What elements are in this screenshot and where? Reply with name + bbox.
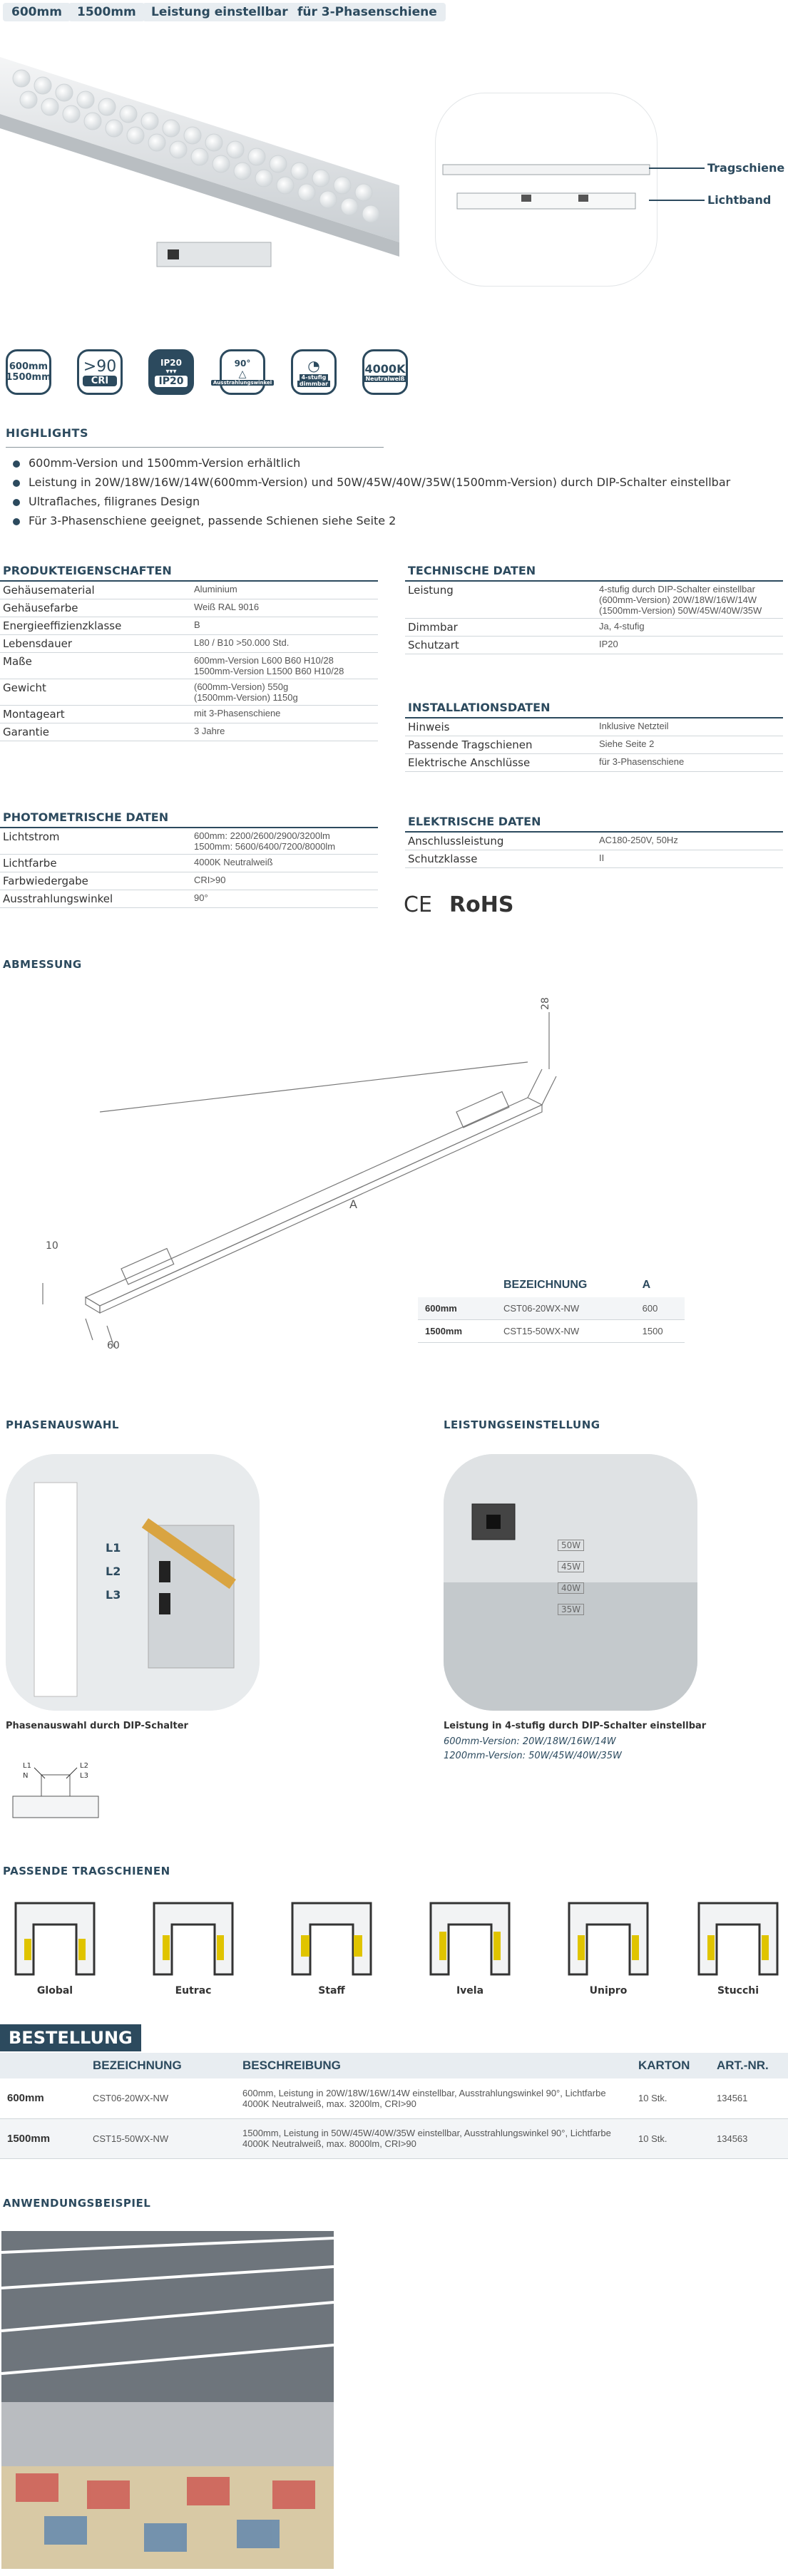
order-desc: 600mm, Leistung in 20W/18W/16W/14W einstellbar, Ausstrahlungswinkel 90°, Lichtfarbe 4000K Neutralweiß, max. 3200lm, CRI>90 (235, 2078, 631, 2118)
order-karton: 10 Stk. (631, 2078, 710, 2118)
order-header-size (0, 2053, 86, 2078)
spec-value: L80 / B10 >50.000 Std. (191, 635, 378, 653)
spec-row (0, 617, 378, 635)
abmessung-title: ABMESSUNG (3, 958, 82, 971)
spec-row (0, 581, 378, 599)
hero-product-image (0, 29, 399, 299)
bullet-icon (13, 480, 20, 487)
order-header-desc: BESCHREIBUNG (235, 2053, 631, 2078)
dimension-header-a: A (642, 1279, 651, 1291)
spec-key: Gewicht (0, 679, 191, 706)
spec-value: 4-stufig durch DIP-Schalter einstellbar (600mm-Version) 20W/18W/16W/14W (1500mm-Version) 50W/45W/40W/35W (596, 581, 783, 619)
phase-selector-photo (6, 1454, 260, 1711)
dimmer-icon: ◔ (307, 357, 320, 374)
dim-label-60: 60 (107, 1340, 120, 1351)
switch-label-35w: 35W (558, 1604, 584, 1615)
spec-key: Ausstrahlungswinkel (0, 890, 191, 908)
dimension-name: CST06-20WX-NW (496, 1297, 635, 1320)
leistung-line1: 600mm-Version: 20W/18W/16W/14W (444, 1736, 616, 1747)
highlight-item (13, 456, 300, 470)
tragschienen-title: PASSENDE TRAGSCHIENEN (3, 1865, 170, 1877)
rail-label-ivela: Ivela (456, 1985, 484, 1997)
produkteigenschaften-title: PRODUKTEIGENSCHAFTEN (0, 562, 378, 581)
spec-row (0, 653, 378, 679)
dimension-header-name: BEZEICHNUNG (503, 1279, 588, 1291)
spec-value: Ja, 4-stufig (596, 619, 783, 637)
spec-row (405, 619, 783, 637)
spec-row (405, 581, 783, 619)
spec-value: 3 Jahre (191, 723, 378, 741)
label-line-rail (649, 168, 705, 169)
spec-row (0, 635, 378, 653)
phase-label-l1: L1 (106, 1541, 121, 1555)
phase-diagram (6, 1761, 106, 1825)
bestellung-title: BESTELLUNG (0, 2024, 141, 2051)
spec-value: AC180-250V, 50Hz (596, 832, 783, 850)
highlight-item (13, 475, 730, 489)
anwendung-title: ANWENDUNGSBEISPIEL (3, 2197, 151, 2210)
beam-angle-icon: △ (238, 369, 247, 380)
spec-value: Aluminium (191, 581, 378, 599)
badge-length-line1: 600mm (9, 361, 48, 372)
badge-color-temp-value: 4000K (364, 362, 406, 376)
spec-row (0, 855, 378, 872)
chip-600mm: 600mm (3, 3, 71, 21)
leistung-caption: Leistung in 4-stufig durch DIP-Schalter einstellbar (444, 1721, 707, 1731)
spec-value: CRI>90 (191, 872, 378, 890)
spec-row (405, 736, 783, 754)
spec-key: Gehäusematerial (0, 581, 191, 599)
application-photo (1, 2231, 334, 2569)
badge-length (6, 349, 51, 395)
spec-key: Schutzart (405, 637, 596, 654)
chip-leistung: Leistung einstellbar (143, 3, 297, 21)
spec-value: Inklusive Netzteil (596, 718, 783, 736)
ce-mark: CE (404, 892, 432, 917)
order-header-name: BEZEICHNUNG (86, 2053, 235, 2078)
rail-label: Tragschiene (707, 161, 785, 175)
spec-value: Siehe Seite 2 (596, 736, 783, 754)
rail-staff-icon (285, 1896, 378, 1982)
spec-row (0, 706, 378, 723)
phase-diagram-n: N (23, 1772, 29, 1780)
badge-cri-label: CRI (83, 376, 117, 386)
badge-cri-value: >90 (83, 358, 117, 376)
spec-value: Weiß RAL 9016 (191, 599, 378, 617)
bullet-icon (13, 518, 20, 525)
photometrische-daten-title: PHOTOMETRISCHE DATEN (0, 808, 378, 828)
spec-value: 90° (191, 890, 378, 908)
phasenauswahl-title: PHASENAUSWAHL (6, 1418, 119, 1431)
spec-key: Gehäusefarbe (0, 599, 191, 617)
rail-label-eutrac: Eutrac (175, 1985, 212, 1997)
order-table (0, 2053, 788, 2159)
order-art-nr: 134561 (710, 2078, 788, 2118)
technische-daten-table (405, 562, 783, 654)
badge-cri (77, 349, 123, 395)
dimension-row (418, 1320, 685, 1343)
dimension-row (418, 1297, 685, 1320)
badge-color-temp-label: Neutralweiß (363, 376, 406, 382)
spec-value: 600mm: 2200/2600/2900/3200lm 1500mm: 5600/6400/7200/8000lm (191, 828, 378, 855)
switch-label-45w: 45W (558, 1561, 584, 1572)
chip-3-phasen: für 3-Phasenschiene (289, 3, 446, 21)
produkteigenschaften-table (0, 562, 378, 741)
switch-label-40w: 40W (558, 1582, 584, 1594)
technische-daten-title: TECHNISCHE DATEN (405, 562, 783, 581)
badge-dimmable (291, 349, 337, 395)
highlights-underline (6, 447, 384, 448)
installationsdaten-table (405, 699, 783, 772)
spec-key: Lichtfarbe (0, 855, 191, 872)
phase-diagram-l1: L1 (23, 1762, 31, 1770)
phase-label-l3: L3 (106, 1588, 121, 1602)
spec-row (405, 832, 783, 850)
rail-unipro-icon (562, 1896, 655, 1982)
phase-diagram-l3: L3 (80, 1772, 88, 1780)
rail-detail-image (435, 93, 657, 287)
spec-key: Lichtstrom (0, 828, 191, 855)
order-table-header (0, 2053, 788, 2078)
spec-key: Farbwiedergabe (0, 872, 191, 890)
bullet-icon (13, 499, 20, 506)
dimension-table-corner (418, 1273, 496, 1297)
rail-eutrac-icon (147, 1896, 240, 1982)
dim-label-28: 28 (539, 997, 551, 1010)
badge-dimmable-line1: 4-stufig (300, 374, 329, 381)
spec-key: Elektrische Anschlüsse (405, 754, 596, 772)
spec-row (405, 850, 783, 868)
ip20-drop-icon: ▾▾▾ (165, 367, 177, 376)
rail-stucchi-icon (692, 1896, 784, 1982)
spec-row (405, 754, 783, 772)
order-row (0, 2078, 788, 2118)
spec-row (0, 599, 378, 617)
dimension-a: 600 (635, 1297, 685, 1320)
phase-diagram-l2: L2 (80, 1762, 88, 1770)
spec-row (0, 679, 378, 706)
photometrische-daten-table (0, 808, 378, 908)
highlight-item (13, 514, 396, 527)
spec-value: B (191, 617, 378, 635)
elektrische-daten-title: ELEKTRISCHE DATEN (405, 813, 783, 832)
spec-value: 600mm-Version L600 B60 H10/28 1500mm-Version L1500 B60 H10/28 (191, 653, 378, 679)
order-desc: 1500mm, Leistung in 50W/45W/40W/35W einstellbar, Ausstrahlungswinkel 90°, Lichtfarbe 4000K Neutralweiß, max. 8000lm, CRI>90 (235, 2118, 631, 2158)
switch-label-50w: 50W (558, 1540, 584, 1551)
spec-key: Anschlussleistung (405, 832, 596, 850)
spec-row (0, 828, 378, 855)
spec-row (0, 890, 378, 908)
order-name: CST15-50WX-NW (86, 2118, 235, 2158)
order-karton: 10 Stk. (631, 2118, 710, 2158)
dimension-table (418, 1273, 685, 1343)
badge-ip20-top: IP20 (160, 357, 182, 368)
installationsdaten-title: INSTALLATIONSDATEN (405, 699, 783, 718)
rail-global-icon (9, 1896, 101, 1982)
order-header-art: ART.-NR. (710, 2053, 788, 2078)
dimension-name: CST15-50WX-NW (496, 1320, 635, 1343)
spec-key: Passende Tragschienen (405, 736, 596, 754)
spec-value: 4000K Neutralweiß (191, 855, 378, 872)
order-name: CST06-20WX-NW (86, 2078, 235, 2118)
rohs-mark: RoHS (449, 892, 514, 917)
badge-ip20 (148, 349, 194, 395)
badge-beam-angle (213, 349, 272, 395)
spec-row (405, 718, 783, 736)
rail-label-unipro: Unipro (589, 1985, 628, 1997)
spec-key: Maße (0, 653, 191, 679)
dim-label-10: 10 (46, 1240, 58, 1252)
spec-value: für 3-Phasenschiene (596, 754, 783, 772)
dim-label-a: A (349, 1197, 357, 1211)
spec-key: Montageart (0, 706, 191, 723)
order-art-nr: 134563 (710, 2118, 788, 2158)
spec-value: II (596, 850, 783, 868)
highlight-text: Leistung in 20W/18W/16W/14W(600mm-Version) und 50W/45W/40W/35W(1500mm-Version) durch DIP-Schalter einstellbar (29, 475, 731, 489)
order-size: 1500mm (0, 2118, 86, 2158)
power-switch-photo (444, 1454, 697, 1711)
dimension-size: 600mm (418, 1297, 496, 1320)
highlights-title: HIGHLIGHTS (6, 426, 88, 440)
badge-beam-angle-label: Ausstrahlungswinkel (211, 380, 274, 386)
lightband-label: Lichtband (707, 193, 772, 207)
elektrische-daten-table (405, 813, 783, 868)
rail-ivela-icon (424, 1896, 516, 1982)
spec-key: Garantie (0, 723, 191, 741)
rail-label-staff: Staff (318, 1985, 345, 1997)
badge-ip20-bottom: IP20 (155, 376, 188, 387)
chip-1500mm: 1500mm (68, 3, 145, 21)
spec-value: mit 3-Phasenschiene (191, 706, 378, 723)
spec-key: Leistung (405, 581, 596, 619)
spec-value: (600mm-Version) 550g (1500mm-Version) 1150g (191, 679, 378, 706)
highlight-text: Ultraflaches, filigranes Design (29, 495, 200, 508)
label-line-lightband (649, 200, 705, 201)
rail-label-stucchi: Stucchi (717, 1985, 759, 1997)
spec-key: Lebensdauer (0, 635, 191, 653)
leistung-line2: 1200mm-Version: 50W/45W/40W/35W (444, 1751, 622, 1761)
leistungseinstellung-title: LEISTUNGSEINSTELLUNG (444, 1418, 600, 1431)
order-size: 600mm (0, 2078, 86, 2118)
dimension-size: 1500mm (418, 1320, 496, 1343)
highlight-text: 600mm-Version und 1500mm-Version erhältlich (29, 456, 301, 470)
bullet-icon (13, 460, 20, 468)
badge-length-line2: 1500mm (6, 372, 51, 383)
spec-key: Dimmbar (405, 619, 596, 637)
spec-key: Energieeffizienzklasse (0, 617, 191, 635)
badge-dimmable-line2: dimmbar (297, 381, 330, 387)
spec-row (405, 637, 783, 654)
spec-key: Hinweis (405, 718, 596, 736)
spec-row (0, 872, 378, 890)
spec-key: Schutzklasse (405, 850, 596, 868)
badge-color-temp (362, 349, 408, 395)
spec-value: IP20 (596, 637, 783, 654)
dimension-a: 1500 (635, 1320, 685, 1343)
order-header-karton: KARTON (631, 2053, 710, 2078)
highlight-item (13, 495, 200, 508)
rail-label-global: Global (36, 1985, 73, 1997)
spec-row (0, 723, 378, 741)
order-row (0, 2118, 788, 2158)
phasenauswahl-caption: Phasenauswahl durch DIP-Schalter (6, 1721, 188, 1731)
phase-label-l2: L2 (106, 1565, 121, 1578)
badge-beam-angle-value: 90° (234, 359, 251, 369)
highlight-text: Für 3-Phasenschiene geeignet, passende Schienen siehe Seite 2 (29, 514, 396, 527)
